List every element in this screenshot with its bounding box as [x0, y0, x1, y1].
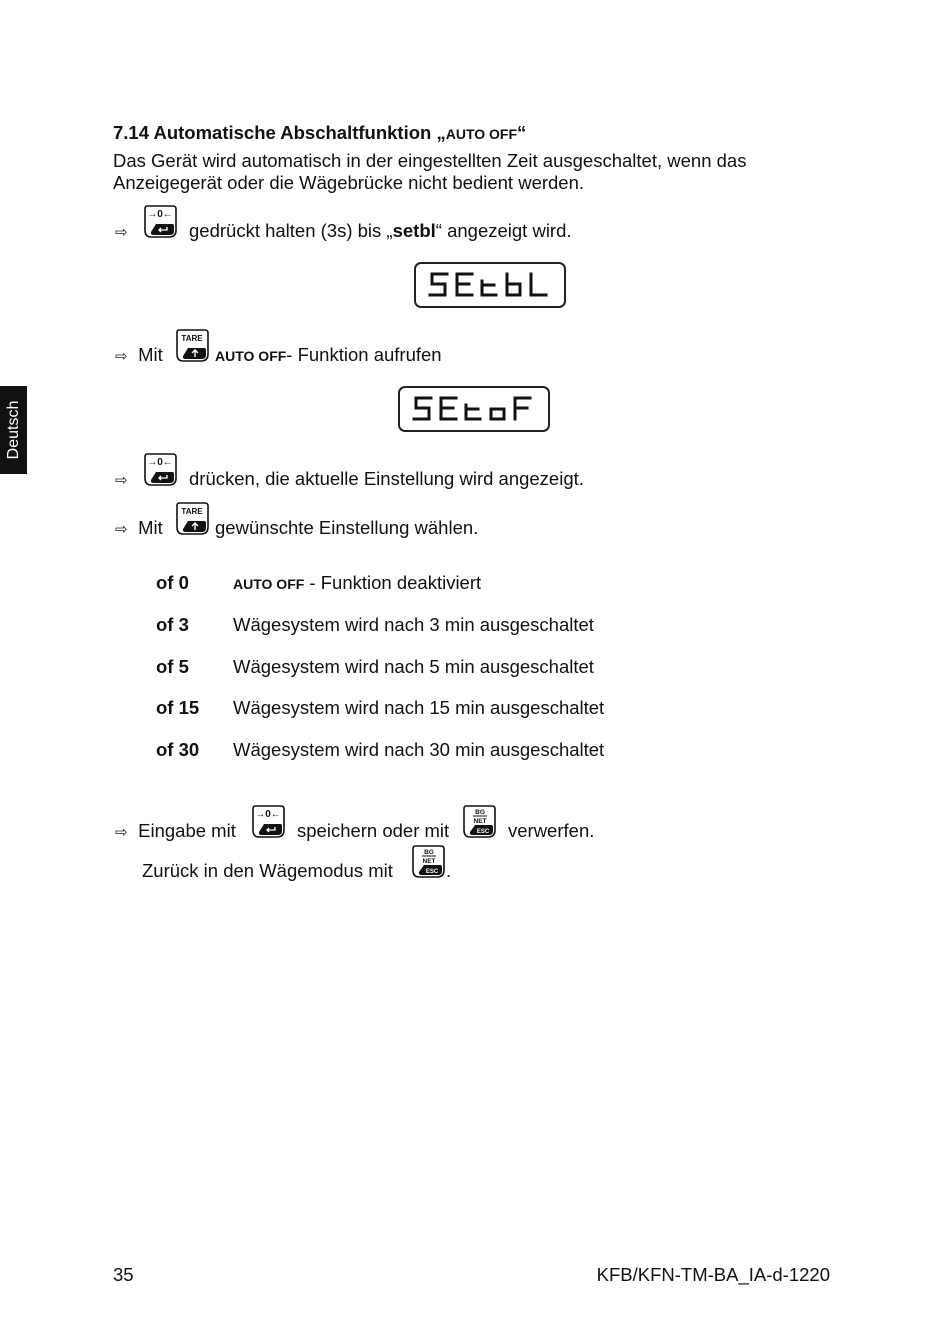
- option-desc: AUTO OFF - Funktion deaktiviert: [233, 572, 482, 593]
- intro-paragraph: Das Gerät wird automatisch in der eingestellten Zeit ausgeschaltet, wenn das Anzeigegerät oder die Wägebrücke nicht bedient werden.: [113, 150, 747, 193]
- option-desc: Wägesystem wird nach 15 min ausgeschaltet: [233, 697, 605, 718]
- option-code: of 5: [156, 656, 189, 677]
- step-arrow-icon: ⇨: [115, 824, 128, 841]
- save-text: speichern oder mit: [297, 820, 450, 841]
- step-auto-off: ⇨ Mit: [115, 344, 163, 368]
- document-id: KFB/KFN-TM-BA_IA-d-1220: [596, 1264, 830, 1285]
- section-heading: 7.14 Automatische Abschaltfunktion „AUTO OFF“: [113, 122, 527, 143]
- language-tab: [0, 386, 27, 474]
- lcd-display-setbl: [414, 262, 566, 308]
- discard-text: verwerfen.: [508, 820, 595, 841]
- option-desc: Wägesystem wird nach 30 min ausgeschaltet: [233, 739, 605, 760]
- language-tab-label: Deutsch: [4, 400, 22, 460]
- step-select-setting: ⇨ Mit: [115, 517, 163, 541]
- step-arrow-icon: ⇨: [115, 472, 128, 489]
- zero-key-icon: [142, 203, 178, 239]
- zero-key-icon: [142, 451, 178, 487]
- return-period: .: [446, 860, 452, 881]
- step-arrow-icon: ⇨: [115, 521, 128, 538]
- return-text: Zurück in den Wägemodus mit: [142, 860, 393, 881]
- option-code: of 15: [156, 697, 200, 718]
- option-code: of 30: [156, 739, 200, 760]
- option-desc: Wägesystem wird nach 5 min ausgeschaltet: [233, 656, 594, 677]
- step-save-or-discard: ⇨ Eingabe mit: [115, 820, 236, 844]
- option-desc: Wägesystem wird nach 3 min ausgeschaltet: [233, 614, 594, 635]
- step-hold-zero: [115, 220, 133, 244]
- tare-key-icon: [174, 327, 210, 363]
- step2-text: AUTO OFF- Funktion aufrufen: [215, 344, 442, 365]
- tare-key-icon: [174, 500, 210, 536]
- step4-text: gewünschte Einstellung wählen.: [215, 517, 479, 538]
- zero-key-icon: [250, 803, 286, 839]
- option-code: of 3: [156, 614, 189, 635]
- esc-key-icon: [410, 843, 446, 879]
- lcd-segments-setof: [400, 388, 548, 430]
- lcd-segments-setbl: [416, 264, 564, 306]
- step-arrow-icon: ⇨: [115, 348, 128, 365]
- step3-text: drücken, die aktuelle Einstellung wird angezeigt.: [189, 468, 584, 489]
- lcd-display-setof: [398, 386, 550, 432]
- esc-key-icon: [461, 803, 497, 839]
- page-number: 35: [113, 1264, 134, 1285]
- option-code: of 0: [156, 572, 189, 593]
- step-press-zero: [115, 468, 133, 492]
- step1-text: gedrückt halten (3s) bis „setbl“ angezeigt wird.: [189, 220, 572, 241]
- step-arrow-icon: ⇨: [115, 224, 128, 241]
